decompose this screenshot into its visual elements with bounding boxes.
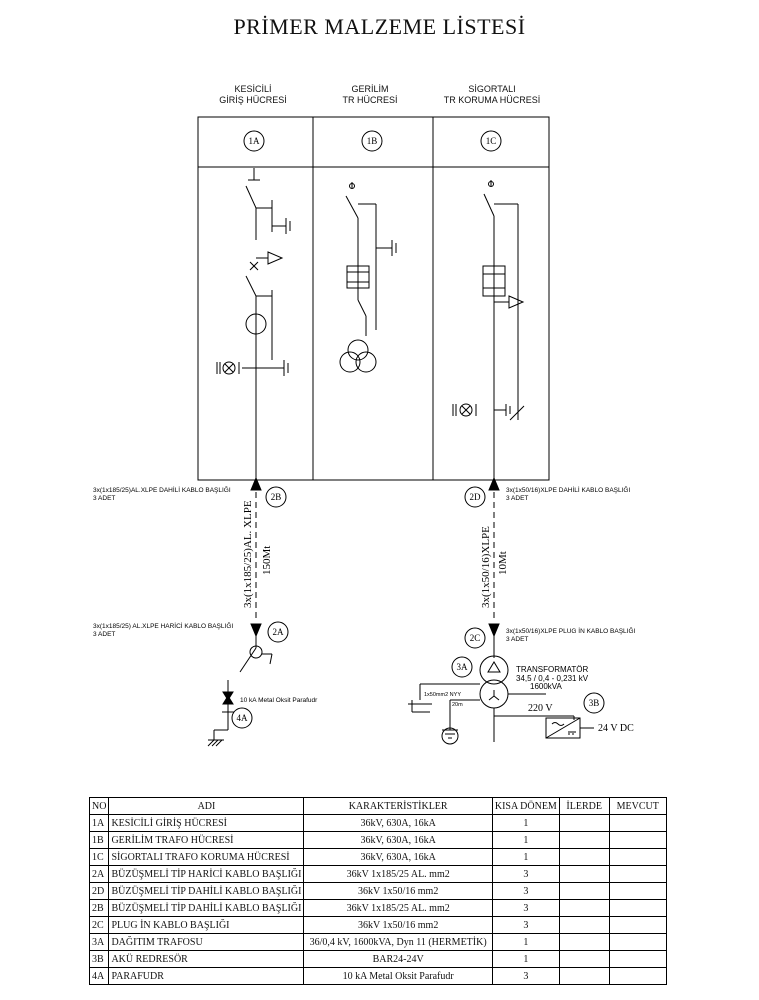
tag-1b: 1B [366,136,378,146]
row-future [559,815,609,832]
row-future [559,951,609,968]
row-existing [609,934,666,951]
row-future [559,900,609,917]
head-2b-label: 3x(1x185/25)AL.XLPE DAHİLİ KABLO BAŞLIĞI [93,487,231,494]
right-feeder [408,482,604,744]
cell-header-line2: TR KORUMA HÜCRESİ [443,95,541,105]
table-row [90,849,667,866]
row-future [559,934,609,951]
head-2c-qty: 3 ADET [506,636,529,643]
row-no: 1B [90,832,109,849]
row-spec: 10 kA Metal Oksit Parafudr [304,968,492,985]
row-future [559,883,609,900]
ac-voltage-label: 220 V [528,703,553,714]
earth-length-label: 20m [452,702,463,708]
table-row [90,934,667,951]
head-2a-label: 3x(1x185/25) AL.XLPE HARİCİ KABLO BAŞLIĞI [93,623,234,630]
row-spec: 36kV 1x50/16 mm2 [304,883,492,900]
tag-3a: 3A [456,662,468,672]
row-no: 2D [90,883,109,900]
fuse-cell-symbols [453,180,524,480]
row-short-term: 1 [492,849,559,866]
row-no: 1A [90,815,109,832]
row-existing [609,968,666,985]
table-row [90,917,667,934]
row-future [559,832,609,849]
right-cable-spec: 3x(1x50/16)XLPE [480,526,492,608]
row-short-term: 3 [492,883,559,900]
cell-header-line2: TR HÜCRESİ [342,95,398,105]
col-no: NO [90,798,109,815]
right-cable-length: 10Mt [497,551,509,575]
dc-voltage-label: 24 V DC [598,723,634,734]
col-short-term: KISA DÖNEM [492,798,559,815]
tag-3b: 3B [588,698,600,708]
row-spec: 36kV, 630A, 16kA [304,832,492,849]
trafo-label: TRANSFORMATÖR [516,665,589,674]
row-future [559,917,609,934]
row-name: DAĞITIM TRAFOSU [109,934,304,951]
table-header-row [90,798,667,815]
trafo-power: 1600kVA [530,682,562,691]
row-spec: 36kV, 630A, 16kA [304,815,492,832]
cell-header-line1: KESİCİLİ [234,84,272,94]
table-row [90,866,667,883]
arrester-label: 10 kA Metal Oksit Parafudr [240,697,318,704]
row-name: KESİCİLİ GİRİŞ HÜCRESİ [109,815,304,832]
row-existing [609,832,666,849]
row-existing [609,900,666,917]
row-name: BÜZÜŞMELİ TİP DAHİLİ KABLO BAŞLIĞI [109,883,304,900]
table-row [90,883,667,900]
page-title: PRİMER MALZEME LİSTESİ [233,14,526,39]
tag-2d: 2D [469,492,481,502]
cell-header-line1: GERİLİM [351,84,389,94]
trafo-voltage: 34,5 / 0,4 - 0,231 kV [516,674,589,683]
row-no: 2A [90,866,109,883]
row-no: 3A [90,934,109,951]
row-short-term: 3 [492,866,559,883]
row-name: GERİLİM TRAFO HÜCRESİ [109,832,304,849]
row-spec: 36kV 1x185/25 AL. mm2 [304,866,492,883]
col-name: ADI [109,798,304,815]
row-existing [609,849,666,866]
row-short-term: 1 [492,815,559,832]
row-no: 2C [90,917,109,934]
tag-4a: 4A [236,713,248,723]
row-spec: 36/0,4 kV, 1600kVA, Dyn 11 (HERMETİK) [304,934,492,951]
cell-header-line1: SİGORTALI [468,84,516,94]
row-spec: 36kV 1x50/16 mm2 [304,917,492,934]
row-future [559,849,609,866]
tag-2a: 2A [272,627,284,637]
row-future [559,968,609,985]
tag-2b: 2B [270,492,282,502]
head-2d-qty: 3 ADET [506,495,529,502]
row-spec: 36kV 1x185/25 AL. mm2 [304,900,492,917]
row-spec: 36kV, 630A, 16kA [304,849,492,866]
table-row [90,900,667,917]
row-no: 2B [90,900,109,917]
row-short-term: 1 [492,934,559,951]
row-existing [609,866,666,883]
vt-cell-symbols [340,182,396,372]
tag-1a: 1A [248,136,260,146]
row-short-term: 3 [492,900,559,917]
row-existing [609,883,666,900]
row-existing [609,815,666,832]
table-row [90,951,667,968]
row-name: BÜZÜŞMELİ TİP HARİCİ KABLO BAŞLIĞI [109,866,304,883]
tag-2c: 2C [469,633,481,643]
head-2b-qty: 3 ADET [93,495,116,502]
breaker-cell-symbols [217,168,290,480]
row-spec: BAR24-24V [304,951,492,968]
row-existing [609,917,666,934]
row-short-term: 1 [492,832,559,849]
switchgear-frame [198,117,549,480]
row-name: SİGORTALI TRAFO KORUMA HÜCRESİ [109,849,304,866]
row-name: PARAFUDR [109,968,304,985]
row-future [559,866,609,883]
left-cable-spec: 3x(1x185/25)AL. XLPE [242,500,254,608]
table-row [90,968,667,985]
col-spec: KARAKTERİSTİKLER [304,798,492,815]
row-no: 4A [90,968,109,985]
left-cable-length: 150Mt [261,545,273,575]
col-existing: MEVCUT [609,798,666,815]
row-short-term: 1 [492,951,559,968]
row-short-term: 3 [492,917,559,934]
col-future: İLERDE [559,798,609,815]
material-list-table [89,797,667,985]
head-2d-label: 3x(1x50/16)XLPE DAHİLİ KABLO BAŞLIĞI [506,487,631,494]
row-short-term: 3 [492,968,559,985]
row-name: PLUG İN KABLO BAŞLIĞI [109,917,304,934]
row-name: BÜZÜŞMELİ TİP DAHİLİ KABLO BAŞLIĞI [109,900,304,917]
row-no: 1C [90,849,109,866]
row-name: AKÜ REDRESÖR [109,951,304,968]
head-2c-label: 3x(1x50/16)XLPE PLUG İN KABLO BAŞLIĞI [506,628,636,635]
table-row [90,815,667,832]
tag-1c: 1C [485,136,497,146]
cell-header-line2: GİRİŞ HÜCRESİ [219,95,287,105]
earth-cable-label: 1x50mm2 NYY [424,692,461,698]
row-no: 3B [90,951,109,968]
table-row [90,832,667,849]
head-2a-qty: 3 ADET [93,631,116,638]
row-existing [609,951,666,968]
